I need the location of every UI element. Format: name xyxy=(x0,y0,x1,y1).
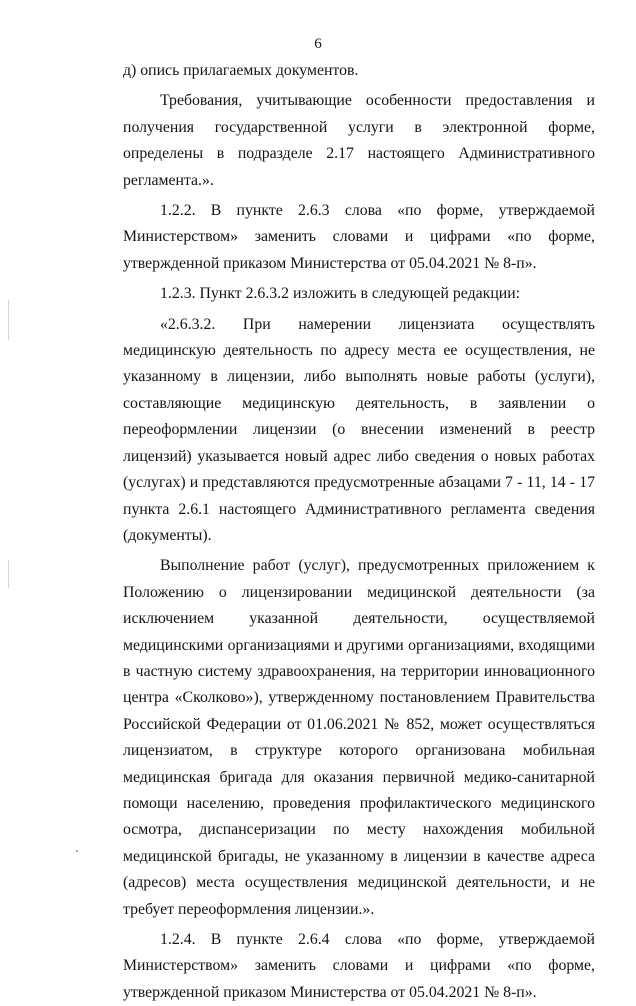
paragraph-1-2-2: 1.2.2. В пункте 2.6.3 слова «по форме, утверждаемой Министерством» заменить словами и цифрами «по форме, утвержденной приказом Министерства от 05.04.2021 № 8-п». xyxy=(123,202,595,272)
page-number: 6 xyxy=(314,36,322,52)
paragraph-2-6-3-2: «2.6.3.2. При намерении лицензиата осуществлять медицинскую деятельность по адресу места ее осуществления, не указанному в лицензии, либо выполнять новые работы (услуги), составляющие медицинскую деятельность, в заявлении о переоформлении лицензии (о внесении изменений в реестр лицензий) указывается новый адрес либо сведения о новых работах (услугах) и представляются предусмотренные абзацами 7 - 11, 14 - 17 пункта 2.6.1 настоящего Административного регламента сведения (документы). xyxy=(123,315,595,544)
scan-margin-mark xyxy=(8,300,9,340)
document-body xyxy=(123,58,595,1006)
paragraph-1-2-4: 1.2.4. В пункте 2.6.4 слова «по форме, утверждаемой Министерством» заменить словами и цифрами «по форме, утвержденной приказом Министерства от 05.04.2021 № 8-п». xyxy=(123,931,595,1001)
scan-speck xyxy=(76,850,78,852)
paragraph-electronic-requirements: Требования, учитывающие особенности предоставления и получения государственной услуги в электронной форме, определены в подразделе 2.17 настоящего Административного регламента.». xyxy=(123,92,595,189)
paragraph-mobile-brigade: Выполнение работ (услуг), предусмотренных приложением к Положению о лицензировании медицинской деятельности (за исключением указанной деятельности, осуществляемой медицинскими организациями и другими организациями, входящими в частную систему здравоохранения, на территории инновационного центра «Сколково»), утвержденному постановлением Правительства Российской Федерации от 01.06.2021 № 852, может осуществляться лицензиатом, в структуре которого организована мобильная медицинская бригада для оказания первичной медико-санитарной помощи населению, проведения профилактического медицинского осмотра, диспансеризации по месту нахождения мобильной медицинской бригады, не указанному в лицензии в качестве адреса (адресов) места осуществления медицинской деятельности, и не требует переоформления лицензии.». xyxy=(123,557,595,918)
scan-margin-mark xyxy=(8,560,9,588)
paragraph-attachments-list: д) опись прилагаемых документов. xyxy=(123,62,359,79)
paragraph-1-2-3: 1.2.3. Пункт 2.6.3.2 изложить в следующей редакции: xyxy=(160,285,521,303)
